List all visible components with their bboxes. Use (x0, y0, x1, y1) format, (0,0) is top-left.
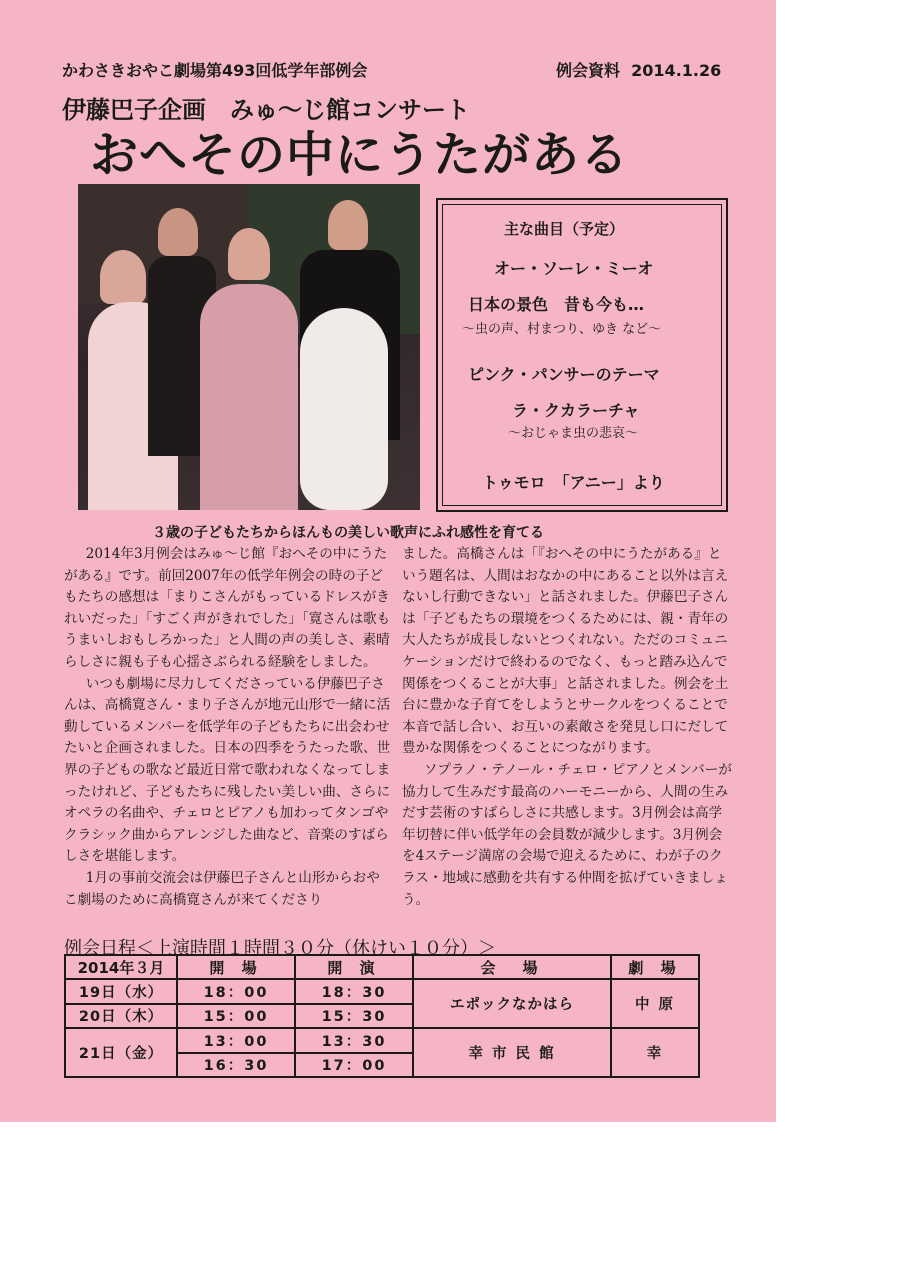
article-column-left (64, 544, 392, 911)
document-date-line (556, 58, 721, 81)
event-title: おへその中にうたがある (90, 127, 630, 183)
song-title: トゥモロ 「アニー」より (482, 473, 665, 492)
organization-line: かわさきおやこ劇場第493回低学年部例会 (62, 61, 368, 80)
event-subtitle: 伊藤巴子企画 みゅ～じ館コンサート (62, 96, 470, 124)
header-venue: 会 場 (413, 955, 611, 979)
start-time-cell: 15：30 (295, 1004, 413, 1028)
date-cell: 21日（金） (65, 1028, 177, 1077)
lead-headline: ３歳の子どもたちからほんもの美しい歌声にふれ感性を育てる (152, 525, 544, 541)
song-title: 日本の景色 昔も今も… (468, 295, 645, 314)
start-time-cell: 18：30 (295, 979, 413, 1003)
open-time-cell: 18：00 (177, 979, 295, 1003)
date-cell: 20日（木） (65, 1004, 177, 1028)
open-time-cell: 13：00 (177, 1028, 295, 1052)
schedule-table (64, 954, 700, 1078)
header-theater: 劇 場 (611, 955, 699, 979)
song-list-box (436, 198, 728, 512)
performers-photo (78, 184, 420, 510)
article-paragraph: 1月の事前交流会は伊藤巴子さんと山形からおやこ劇場のために高橋寛さんが来てくださり (64, 869, 380, 908)
open-time-cell: 15：00 (177, 1004, 295, 1028)
theater-cell: 中 原 (611, 979, 699, 1028)
song-title: ラ・クカラーチャ (512, 401, 640, 420)
schedule-heading: 例会日程＜上演時間１時間３０分（休けい１０分）＞ (64, 938, 496, 959)
table-row (65, 979, 699, 1003)
article-paragraph: ました。高橋さんは「『おへその中にうたがある』という題名は、人間はおなかの中にあること以外は言えないし行動できない」と話されました。伊藤巴子さんは「子どもたちの環境をつくるためには、親・青年の大人たちが成長しないとつくれない。ただのコミュニケーションだけで終わるのでなく、もっと踏み込んで関係をつくることが大事」と話されました。例会を土台に豊かな子育てをしようとサークルをつくることで本音で話し合い、お互いの素敵さを発見し口にだして豊かな関係をつくることにつながります。 (402, 546, 729, 757)
venue-cell: 幸 市 民 館 (413, 1028, 611, 1077)
document-label: 例会資料 (556, 61, 621, 80)
table-row (65, 1028, 699, 1052)
article-paragraph: ソプラノ・テノール・チェロ・ピアノとメンバーが協力して生みだす最高のハーモニーから、人間の生みだす芸術のすばらしさに共感します。3月例会は高学年切替に伴い低学年の会員数が減少します。3月例会を4ステージ満席の会場で迎えるために、わが子のクラス・地域に感動を共有する仲間を拡げていきましょう。 (402, 761, 732, 908)
venue-cell: エポックなかはら (413, 979, 611, 1028)
date-cell: 19日（水） (65, 979, 177, 1003)
song-list-heading: 主な曲目（予定） (504, 220, 625, 238)
song-title: オー・ソーレ・ミーオ (494, 259, 654, 278)
article-paragraph: 2014年3月例会はみゅ～じ館『おへその中にうたがある』です。前回2007年の低学年例会の時の子どもたちの感想は「まりこさんがもっているドレスがきれいだった」「すごく声がきれでした」「寛さんは歌もうまいしおもしろかった」と人間の声の美しさ、素晴らしさに親も子も心揺さぶられる経験をしました。 (64, 546, 391, 670)
document-date: 2014.1.26 (631, 61, 722, 80)
header-date: 2014年３月 (65, 955, 177, 979)
theater-cell: 幸 (611, 1028, 699, 1077)
start-time-cell: 17：00 (295, 1053, 413, 1077)
start-time-cell: 13：30 (295, 1028, 413, 1052)
article-column-right (402, 544, 732, 911)
table-header-row (65, 955, 699, 979)
song-title: ピンク・パンサーのテーマ (468, 365, 660, 384)
song-subtitle: ～おじゃま虫の悲哀～ (508, 426, 639, 441)
song-subtitle: ～虫の声、村まつり、ゆき など～ (462, 322, 662, 337)
header-doors-open: 開 場 (177, 955, 295, 979)
open-time-cell: 16：30 (177, 1053, 295, 1077)
header-curtain: 開 演 (295, 955, 413, 979)
article-paragraph: いつも劇場に尽力してくださっている伊藤巴子さんは、高橋寛さん・まり子さんが地元山形で一緒に活動しているメンバーを低学年の子どもたちに出会わせたいと企画されました。日本の四季をうたった歌、世界の子どもの歌など最近日常で歌われなくなってしまったけれど、子どもたちに残したい美しい曲、さらにオペラの名曲や、チェロとピアノも加わってタンゴやクラシック曲からアレンジした曲など、音楽のすばらしさを堪能します。 (64, 675, 391, 865)
